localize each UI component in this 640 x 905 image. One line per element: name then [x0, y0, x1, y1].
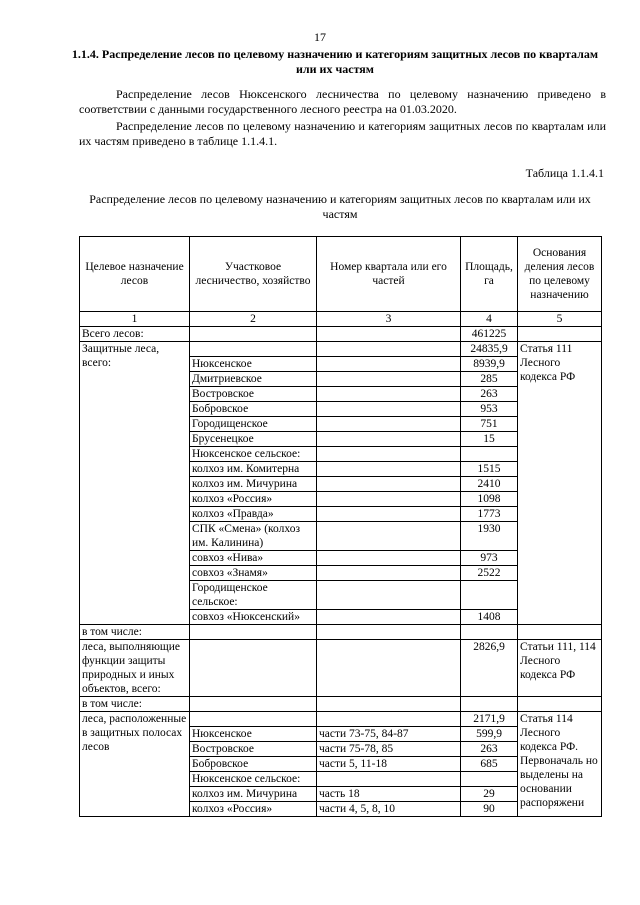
area-cell: 2522: [461, 566, 518, 581]
table-row-including: [80, 625, 602, 640]
area-cell: 973: [461, 551, 518, 566]
district-cell: Брусенецкое: [190, 432, 317, 447]
district-cell: Бобровское: [190, 402, 317, 417]
strips-area: 2171,9: [461, 712, 518, 727]
area-cell: 29: [461, 787, 518, 802]
quarter-cell: части 5, 11-18: [317, 757, 461, 772]
col-num: 3: [317, 312, 461, 327]
area-cell: 1098: [461, 492, 518, 507]
quarter-cell: части 73-75, 84-87: [317, 727, 461, 742]
area-cell: [461, 447, 518, 462]
area-cell: 90: [461, 802, 518, 817]
header-basis: Основания деления лесов по целевому назначению: [518, 237, 602, 312]
quarter-cell: [317, 772, 461, 787]
forest-distribution-table: [79, 236, 602, 817]
col-num: 4: [461, 312, 518, 327]
area-cell: 2410: [461, 477, 518, 492]
table-header-row: [80, 237, 602, 312]
area-cell: 685: [461, 757, 518, 772]
quarter-cell: части 75-78, 85: [317, 742, 461, 757]
paragraph-1: Распределение лесов Нюксенского лесничества по целевому назначению приведено в соответствии с данными государственного лесного реестра на 01.03.2020.: [79, 87, 606, 116]
table-label: Таблица 1.1.4.1: [525, 166, 604, 180]
area-cell: 263: [461, 387, 518, 402]
area-cell: 8939,9: [461, 357, 518, 372]
table-row: [80, 342, 602, 357]
area-cell: 599,9: [461, 727, 518, 742]
col-num: 1: [80, 312, 190, 327]
table-row-including: [80, 697, 602, 712]
area-cell: [461, 581, 518, 610]
total-label: Всего лесов:: [80, 327, 190, 342]
area-cell: 1930: [461, 522, 518, 551]
header-quarter: Номер квартала или его частей: [317, 237, 461, 312]
including-label: в том числе:: [80, 697, 190, 712]
area-cell: 15: [461, 432, 518, 447]
quarter-cell: части 4, 5, 8, 10: [317, 802, 461, 817]
strips-basis: Статья 114 Лесного кодекса РФ. Первоначаль но выделены на основании распоряжени: [518, 712, 602, 817]
area-cell: [461, 772, 518, 787]
header-purpose: Целевое назначение лесов: [80, 237, 190, 312]
district-cell: совхоз «Знамя»: [190, 566, 317, 581]
district-cell: колхоз им. Комитерна: [190, 462, 317, 477]
district-cell: Нюксенское сельское:: [190, 447, 317, 462]
quarter-cell: часть 18: [317, 787, 461, 802]
col-num: 2: [190, 312, 317, 327]
table-row-natural: [80, 640, 602, 697]
area-cell: 751: [461, 417, 518, 432]
district-cell: Нюксенское: [190, 727, 317, 742]
protective-label: Защитные леса, всего:: [80, 342, 190, 625]
section-heading: 1.1.4. Распределение лесов по целевому назначению и категориям защитных лесов по кварталам или их частям: [71, 47, 599, 76]
district-cell: Востровское: [190, 387, 317, 402]
district-cell: Бобровское: [190, 757, 317, 772]
area-cell: 263: [461, 742, 518, 757]
natural-label: леса, выполняющие функции защиты природных и иных объектов, всего:: [80, 640, 190, 697]
district-cell: колхоз им. Мичурина: [190, 477, 317, 492]
strips-label: леса, расположенные в защитных полосах лесов: [80, 712, 190, 817]
district-cell: Востровское: [190, 742, 317, 757]
district-cell: СПК «Смена» (колхоз им. Калинина): [190, 522, 317, 551]
including-label: в том числе:: [80, 625, 190, 640]
table-row-total: [80, 327, 602, 342]
district-cell: Нюксенское: [190, 357, 317, 372]
page-number: 17: [314, 30, 326, 44]
col-num: 5: [518, 312, 602, 327]
area-cell: 953: [461, 402, 518, 417]
paragraph-2: Распределение лесов по целевому назначению и категориям защитных лесов по кварталам или их частям приведено в таблице 1.1.4.1.: [79, 119, 606, 148]
district-cell: колхоз «Правда»: [190, 507, 317, 522]
natural-basis: Статьи 111, 114 Лесного кодекса РФ: [518, 640, 602, 697]
header-district: Участковое лесничество, хозяйство: [190, 237, 317, 312]
area-cell: 285: [461, 372, 518, 387]
natural-area: 2826,9: [461, 640, 518, 697]
district-cell: совхоз «Нива»: [190, 551, 317, 566]
total-area: 461225: [461, 327, 518, 342]
header-area: Площадь, га: [461, 237, 518, 312]
table-title: Распределение лесов по целевому назначению и категориям защитных лесов по кварталам или их частям: [89, 192, 591, 221]
area-cell: 1773: [461, 507, 518, 522]
district-cell: Городищенское сельское:: [190, 581, 317, 610]
district-cell: совхоз «Нюксенский»: [190, 610, 317, 625]
protective-area: 24835,9: [461, 342, 518, 357]
district-cell: колхоз «Россия»: [190, 492, 317, 507]
area-cell: 1515: [461, 462, 518, 477]
column-number-row: [80, 312, 602, 327]
protective-basis: Статья 111 Лесного кодекса РФ: [518, 342, 602, 625]
district-cell: Дмитриевское: [190, 372, 317, 387]
table-row: [80, 712, 602, 727]
district-cell: Городищенское: [190, 417, 317, 432]
district-cell: колхоз им. Мичурина: [190, 787, 317, 802]
district-cell: Нюксенское сельское:: [190, 772, 317, 787]
area-cell: 1408: [461, 610, 518, 625]
district-cell: колхоз «Россия»: [190, 802, 317, 817]
